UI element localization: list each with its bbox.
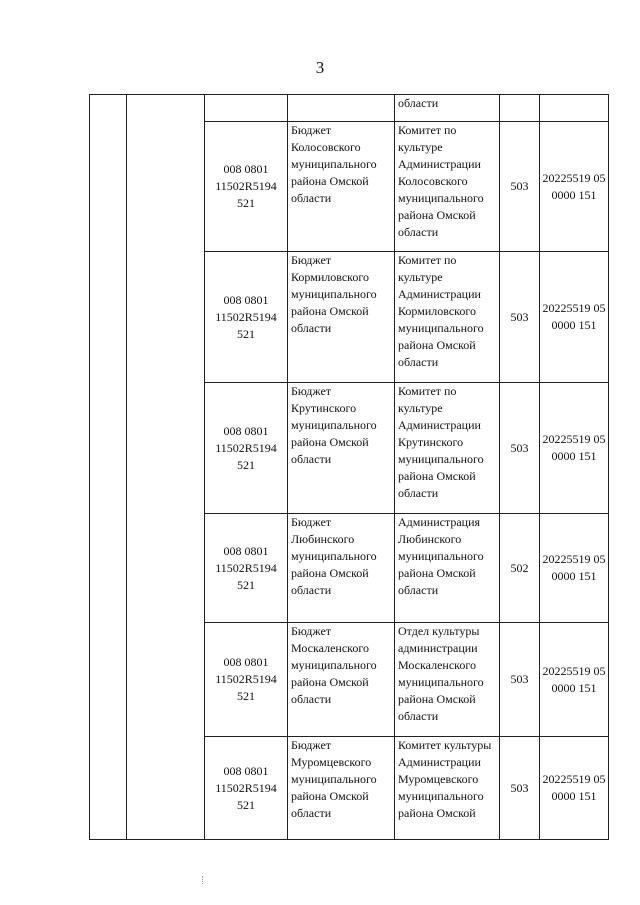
code-cell: 008 0801 11502R5194 521 (205, 252, 288, 383)
scan-artifact (202, 876, 205, 884)
num-cell: 502 (500, 514, 540, 623)
page-number: 3 (315, 58, 325, 77)
budget-table (89, 94, 609, 840)
blank-cell-col1 (90, 95, 127, 840)
budget-cell: Бюджет Любинского муниципального района Омской области (288, 514, 395, 623)
num-cell: 503 (500, 737, 540, 840)
table-row-continuation (90, 95, 609, 122)
code-cell (205, 95, 288, 122)
kbk-cell: 20225519 05 0000 151 (540, 252, 609, 383)
budget-cell: Бюджет Крутинского муниципального района Омской области (288, 383, 395, 514)
recipient-cell: Комитет культуры Администрации Муромцевского муниципального района Омской (395, 737, 500, 840)
recipient-cell: Администрация Любинского муниципального района Омской области (395, 514, 500, 623)
budget-cell (288, 95, 395, 122)
code-cell: 008 0801 11502R5194 521 (205, 383, 288, 514)
recipient-cell: Комитет по культуре Администрации Крутинского муниципального района Омской области (395, 383, 500, 514)
num-cell (500, 95, 540, 122)
kbk-cell: 20225519 05 0000 151 (540, 623, 609, 737)
budget-cell: Бюджет Москаленского муниципального района Омской области (288, 623, 395, 737)
num-cell: 503 (500, 383, 540, 514)
kbk-cell: 20225519 05 0000 151 (540, 737, 609, 840)
num-cell: 503 (500, 623, 540, 737)
budget-cell: Бюджет Муромцевского муниципального района Омской области (288, 737, 395, 840)
code-cell: 008 0801 11502R5194 521 (205, 623, 288, 737)
kbk-cell (540, 95, 609, 122)
code-cell: 008 0801 11502R5194 521 (205, 737, 288, 840)
kbk-cell: 20225519 05 0000 151 (540, 122, 609, 252)
recipient-cell: Отдел культуры администрации Москаленского муниципального района Омской области (395, 623, 500, 737)
code-cell: 008 0801 11502R5194 521 (205, 122, 288, 252)
budget-cell: Бюджет Колосовского муниципального района Омской области (288, 122, 395, 252)
code-cell: 008 0801 11502R5194 521 (205, 514, 288, 623)
budget-cell: Бюджет Кормиловского муниципального района Омской области (288, 252, 395, 383)
num-cell: 503 (500, 122, 540, 252)
kbk-cell: 20225519 05 0000 151 (540, 383, 609, 514)
num-cell: 503 (500, 252, 540, 383)
kbk-cell: 20225519 05 0000 151 (540, 514, 609, 623)
recipient-cell: Комитет по культуре Администрации Колосовского муниципального района Омской области (395, 122, 500, 252)
recipient-cell: Комитет по культуре Администрации Кормиловского муниципального района Омской области (395, 252, 500, 383)
recipient-cell: области (395, 95, 500, 122)
blank-cell-col2 (127, 95, 205, 840)
